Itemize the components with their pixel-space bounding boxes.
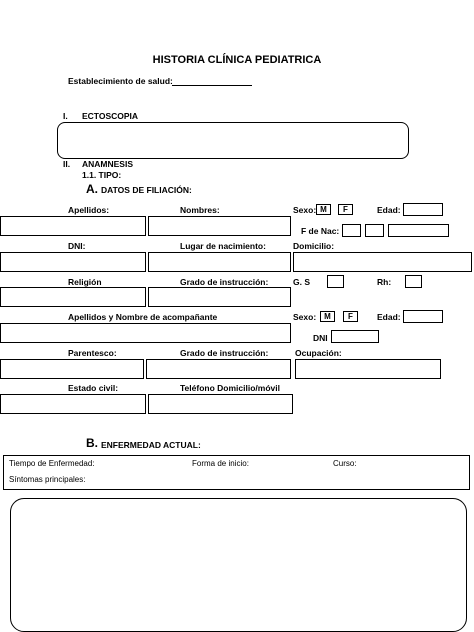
tiempo-enfermedad-label: Tiempo de Enfermedad: (9, 459, 95, 468)
estado-civil-field[interactable] (0, 394, 146, 414)
acompanante-dni-label: DNI (313, 333, 328, 343)
acompanante-nombre-field[interactable] (0, 323, 291, 343)
curso-label: Curso: (333, 459, 357, 468)
section-a-label: DATOS DE FILIACIÓN: (101, 185, 192, 195)
telefono-label: Teléfono Domicilio/móvil (180, 383, 280, 393)
sintomas-field[interactable] (10, 498, 467, 632)
forma-inicio-label: Forma de inicio: (192, 459, 249, 468)
ectoscopia-field[interactable] (57, 122, 409, 159)
telefono-field[interactable] (148, 394, 293, 414)
domicilio-label: Domicilio: (293, 241, 335, 251)
apellidos-label: Apellidos: (68, 205, 110, 215)
nombres-label: Nombres: (180, 205, 220, 215)
sexo-f-checkbox[interactable]: F (338, 204, 353, 215)
section-a-letter: A. (86, 182, 98, 196)
f-de-nac-month-field[interactable] (365, 224, 384, 237)
acompanante-edad-label: Edad: (377, 312, 401, 322)
f-de-nac-day-field[interactable] (342, 224, 361, 237)
apellidos-field[interactable] (0, 216, 146, 236)
tipo-label: 1.1. TIPO: (82, 170, 122, 180)
grado-instruccion-field[interactable] (148, 287, 291, 307)
religion-label: Religión (68, 277, 102, 287)
section-ii-label: ANAMNESIS (82, 159, 134, 169)
acompanante-grado-field[interactable] (146, 359, 291, 379)
section-i-number: I. (63, 111, 68, 121)
gs-label: G. S (293, 277, 311, 287)
establishment-label: Establecimiento de salud: (68, 76, 173, 86)
sexo-m-checkbox[interactable]: M (316, 204, 331, 215)
acompanante-dni-field[interactable] (331, 330, 379, 343)
grado-instruccion-label: Grado de instrucción: (180, 277, 269, 287)
nombres-field[interactable] (148, 216, 291, 236)
section-b-letter: B. (86, 436, 98, 450)
acompanante-sexo-m-checkbox[interactable]: M (320, 311, 335, 322)
section-ii-number: II. (63, 159, 71, 169)
establishment-field[interactable] (172, 85, 252, 86)
f-de-nac-label: F de Nac: (301, 226, 340, 236)
lugar-nacimiento-label: Lugar de nacimiento: (180, 241, 266, 251)
ocupacion-label: Ocupación: (295, 348, 342, 358)
acompanante-sexo-f-checkbox[interactable]: F (343, 311, 358, 322)
page-title: HISTORIA CLÍNICA PEDIATRICA (152, 54, 322, 66)
acompanante-sexo-label: Sexo: (293, 312, 317, 322)
religion-field[interactable] (0, 287, 146, 307)
gs-field[interactable] (327, 275, 344, 288)
rh-field[interactable] (405, 275, 422, 288)
edad-field[interactable] (403, 203, 443, 216)
rh-label: Rh: (377, 277, 392, 287)
parentesco-field[interactable] (0, 359, 144, 379)
parentesco-label: Parentesco: (68, 348, 117, 358)
dni-label: DNI: (68, 241, 86, 251)
edad-label: Edad: (377, 205, 401, 215)
estado-civil-label: Estado civil: (68, 383, 119, 393)
acompanante-label: Apellidos y Nombre de acompañante (68, 312, 218, 322)
dni-field[interactable] (0, 252, 146, 272)
acompanante-grado-label: Grado de instrucción: (180, 348, 269, 358)
section-i-label: ECTOSCOPIA (82, 111, 139, 121)
lugar-nacimiento-field[interactable] (148, 252, 291, 272)
f-de-nac-year-field[interactable] (388, 224, 449, 237)
sexo-label: Sexo: (293, 205, 317, 215)
section-b-label: ENFERMEDAD ACTUAL: (101, 440, 201, 450)
sintomas-label: Síntomas principales: (9, 475, 86, 484)
domicilio-field[interactable] (293, 252, 472, 272)
acompanante-edad-field[interactable] (403, 310, 443, 323)
ocupacion-field[interactable] (295, 359, 441, 379)
